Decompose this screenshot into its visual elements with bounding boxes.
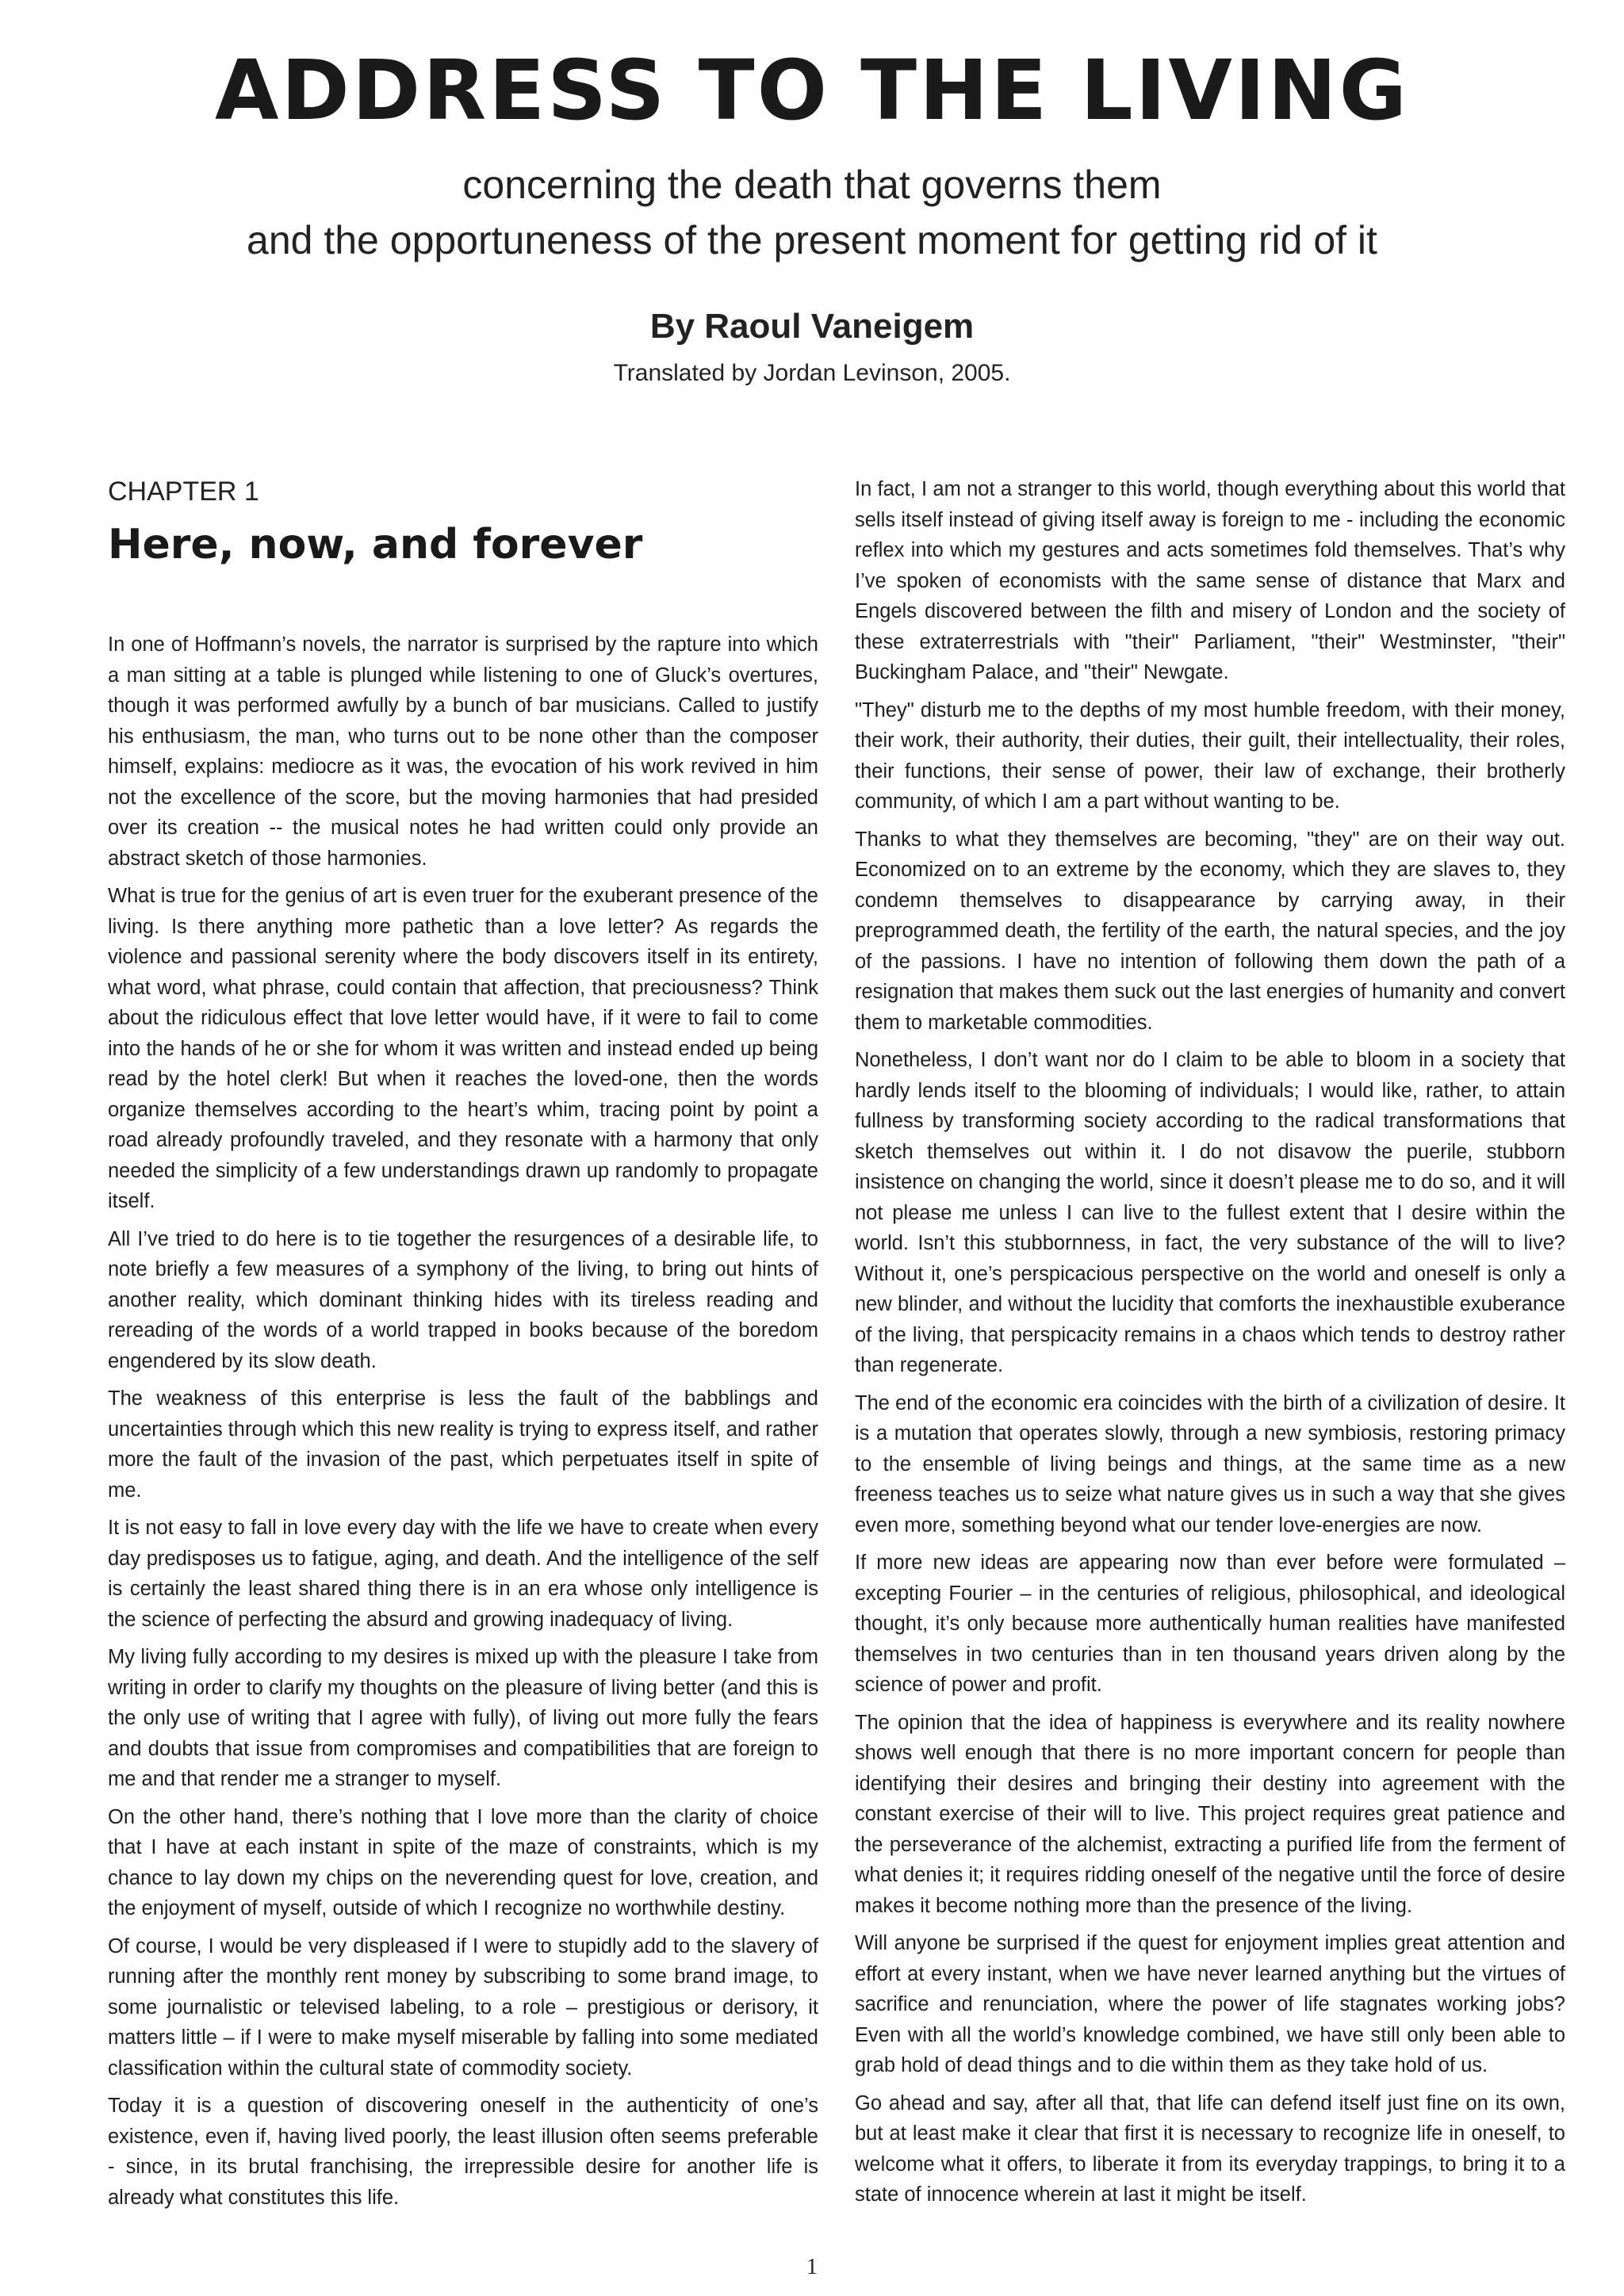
paragraph: The end of the economic era coincides with the birth of a civilization of desire. It is a mutation that operates slowly, through a new symbiosis, restoring primacy to the ensemble of living beings and things, at the same time as a new freeness teaches us to seize what nature gives us in such a way that she gives even more, something beyond what our tender love-energies are now. — [855, 1391, 1565, 1536]
document-subtitle — [0, 157, 1624, 268]
paragraph: If more new ideas are appearing now than ever before were formulated – excepting Fourier – in the centuries of religious, philosophical, and ideological thought, it’s only because more authentically human realities have manifested themselves in two centuries than in ten thousand years driven along by the science of power and profit. — [855, 1552, 1565, 1696]
paragraph: Nonetheless, I don’t want nor do I claim to be able to bloom in a society that hardly lends itself to the blooming of individuals; I would like, rather, to attain fullness by transforming society according to the radical transformations that sketch themselves out within it. I do not disavow the puerile, stubborn insistence on changing the world, since it doesn’t please me to do so, and it will not please me unless I can live to the fullest extent that I desire within the world. Isn’t this stubbornness, in fact, the very substance of the will to live? Without it, one’s perspicacious perspective on the world and oneself is only a new blinder, and without the lucidity that comforts the inexhaustible exuberance of the living, that perspicacity remains in a chaos which tends to destroy rather than regenerate. — [855, 1049, 1565, 1376]
paragraph: What is true for the genius of art is even truer for the exuberant presence of the living. Is there anything more pathetic than a love letter? As regards the violence and passional serenity where the body discovers itself in its entirety, what word, what phrase, could contain that affection, that preciousness? Think about the ridiculous effect that love letter would have, if it were to fail to come into the hands of he or she for whom it was written and instead ended up being read by the hotel clerk! But when it reaches the loved-one, then the words organize themselves according to the heart’s whim, tracing point by point a road already profoundly traveled, and they resonate with a harmony that only needed the simplicity of a few understandings drawn up randomly to propagate itself. — [108, 885, 818, 1212]
paragraph: Of course, I would be very displeased if I were to stupidly add to the slavery of running after the monthly rent money by subscribing to some brand image, to some journalistic or televised labeling, to a role – prestigious or derisory, it matters little – if I were to make myself miserable by falling into some mediated classification within the cultural state of commodity society. — [108, 1934, 818, 2080]
subtitle-line-1: concerning the death that governs them — [462, 163, 1162, 207]
paragraph: "They" disturb me to the depths of my most humble freedom, with their money, their work, their authority, their duties, their guilt, their intellectuality, their roles, their functions, their sense of power, their law of exchange, their brotherly community, of which I am a part without wanting to be. — [855, 698, 1565, 813]
chapter-title: Here, now, and forever — [108, 521, 643, 568]
paragraph: Today it is a question of discovering oneself in the authenticity of one’s existence, even if, having lived poorly, the least illusion often seems preferable - since, in its brutal franchising, the irrepressible desire for another life is already what constitutes this life. — [108, 2095, 818, 2209]
translator-credit: Translated by Jordan Levinson, 2005. — [613, 360, 1011, 386]
paragraph: My living fully according to my desires is mixed up with the pleasure I take from writing in order to clarify my thoughts on the pleasure of living better (and this is the only use of writing that I agree with fully), of living out more fully the fears and doubts that issue from compromises and compatibilities that are foreign to me and that render me a stranger to myself. — [108, 1646, 818, 1790]
paragraph: In one of Hoffmann’s novels, the narrator is surprised by the rapture into which a man sitting at a table is plunged while listening to one of Gluck’s overtures, though it was performed awfully by a bunch of bar musicians. Called to justify his enthusiasm, the man, who turns out to be none other than the composer himself, explains: mediocre as it was, the evocation of his work revived in him not the excellence of the score, but the moving harmonies that had presided over its creation -- the musical notes he had written could only provide an abstract sketch of those harmonies. — [108, 633, 818, 870]
right-column — [855, 474, 1565, 2218]
paragraph: In fact, I am not a stranger to this world, though everything about this world that sells itself instead of giving itself away is foreign to me - including the economic reflex into which my gestures and acts sometimes fold themselves. That’s why I’ve spoken of economists with the same sense of distance that Marx and Engels discovered between the filth and misery of London and the society of these extraterrestrials with "their" Parliament, "their" Westminster, "their" Buckingham Palace, and "their" Newgate. — [855, 478, 1565, 683]
paragraph: The opinion that the idea of happiness is everywhere and its reality nowhere shows well enough that there is no more important concern for people than identifying their desires and bringing their destiny into agreement with the constant exercise of their will to live. This project requires great patience and the perseverance of the alchemist, extracting a purified life from the ferment of what denies it; it requires ridding oneself of the negative until the force of desire makes it become nothing more than the presence of the living. — [855, 1711, 1565, 1917]
paragraph: All I’ve tried to do here is to tie together the resurgences of a desirable life, to note briefly a few measures of a symphony of the living, to bring out hints of another reality, which dominant thinking hides with its tireless reading and rereading of the words of a world trapped in books because of the boredom engendered by its slow death. — [108, 1227, 818, 1372]
document-title: ADDRESS TO THE LIVING — [215, 42, 1409, 139]
subtitle-line-2: and the opportuneness of the present moment for getting rid of it — [247, 218, 1377, 262]
paragraph: Go ahead and say, after all that, that life can defend itself just fine on its own, but at least make it clear that first it is necessary to recognize life in oneself, to welcome what it offers, to liberate it from its everyday trappings, to bring it to a state of innocence wherein at last it might be itself. — [855, 2091, 1565, 2206]
paragraph: Will anyone be surprised if the quest for enjoyment implies great attention and effort at every instant, when we have never learned anything but the virtues of sacrifice and renunciation, where the power of life stagnates working jobs? Even with all the world’s knowledge combined, we have still only been able to grab hold of dead things and to die within them as they take hold of us. — [855, 1932, 1565, 2076]
paragraph: On the other hand, there’s nothing that I love more than the clarity of choice that I have at each instant in spite of the maze of constraints, which is my chance to lay down my chips on the neverending quest for love, creation, and the enjoyment of myself, outside of which I recognize no worthwhile destiny. — [108, 1805, 818, 1919]
author-byline: By Raoul Vaneigem — [649, 307, 975, 346]
document-header — [0, 41, 1624, 140]
paragraph: Thanks to what they themselves are becoming, "they" are on their way out. Economized on to an extreme by the economy, which they are slaves to, they condemn themselves to disappearance by carrying away, in their preprogrammed death, the fertility of the earth, the natural species, and the joy of the passions. I have no intention of following them down the path of a resignation that makes them suck out the last energies of humanity and convert them to marketable commodities. — [855, 828, 1565, 1034]
page-number: 1 — [806, 2255, 818, 2279]
chapter-label: CHAPTER 1 — [108, 476, 259, 507]
paragraph: The weakness of this enterprise is less the fault of the babblings and uncertainties through which this new reality is trying to express itself, and rather more the fault of the invasion of the past, which perpetuates itself in spite of me. — [108, 1387, 818, 1502]
paragraph: It is not easy to fall in love every day with the life we have to create when every day predisposes us to fatigue, aging, and death. And the intelligence of the self is certainly the least shared thing there is in an era whose only intelligence is the science of perfecting the absurd and growing inadequacy of living. — [108, 1517, 818, 1631]
left-column — [108, 474, 818, 2220]
